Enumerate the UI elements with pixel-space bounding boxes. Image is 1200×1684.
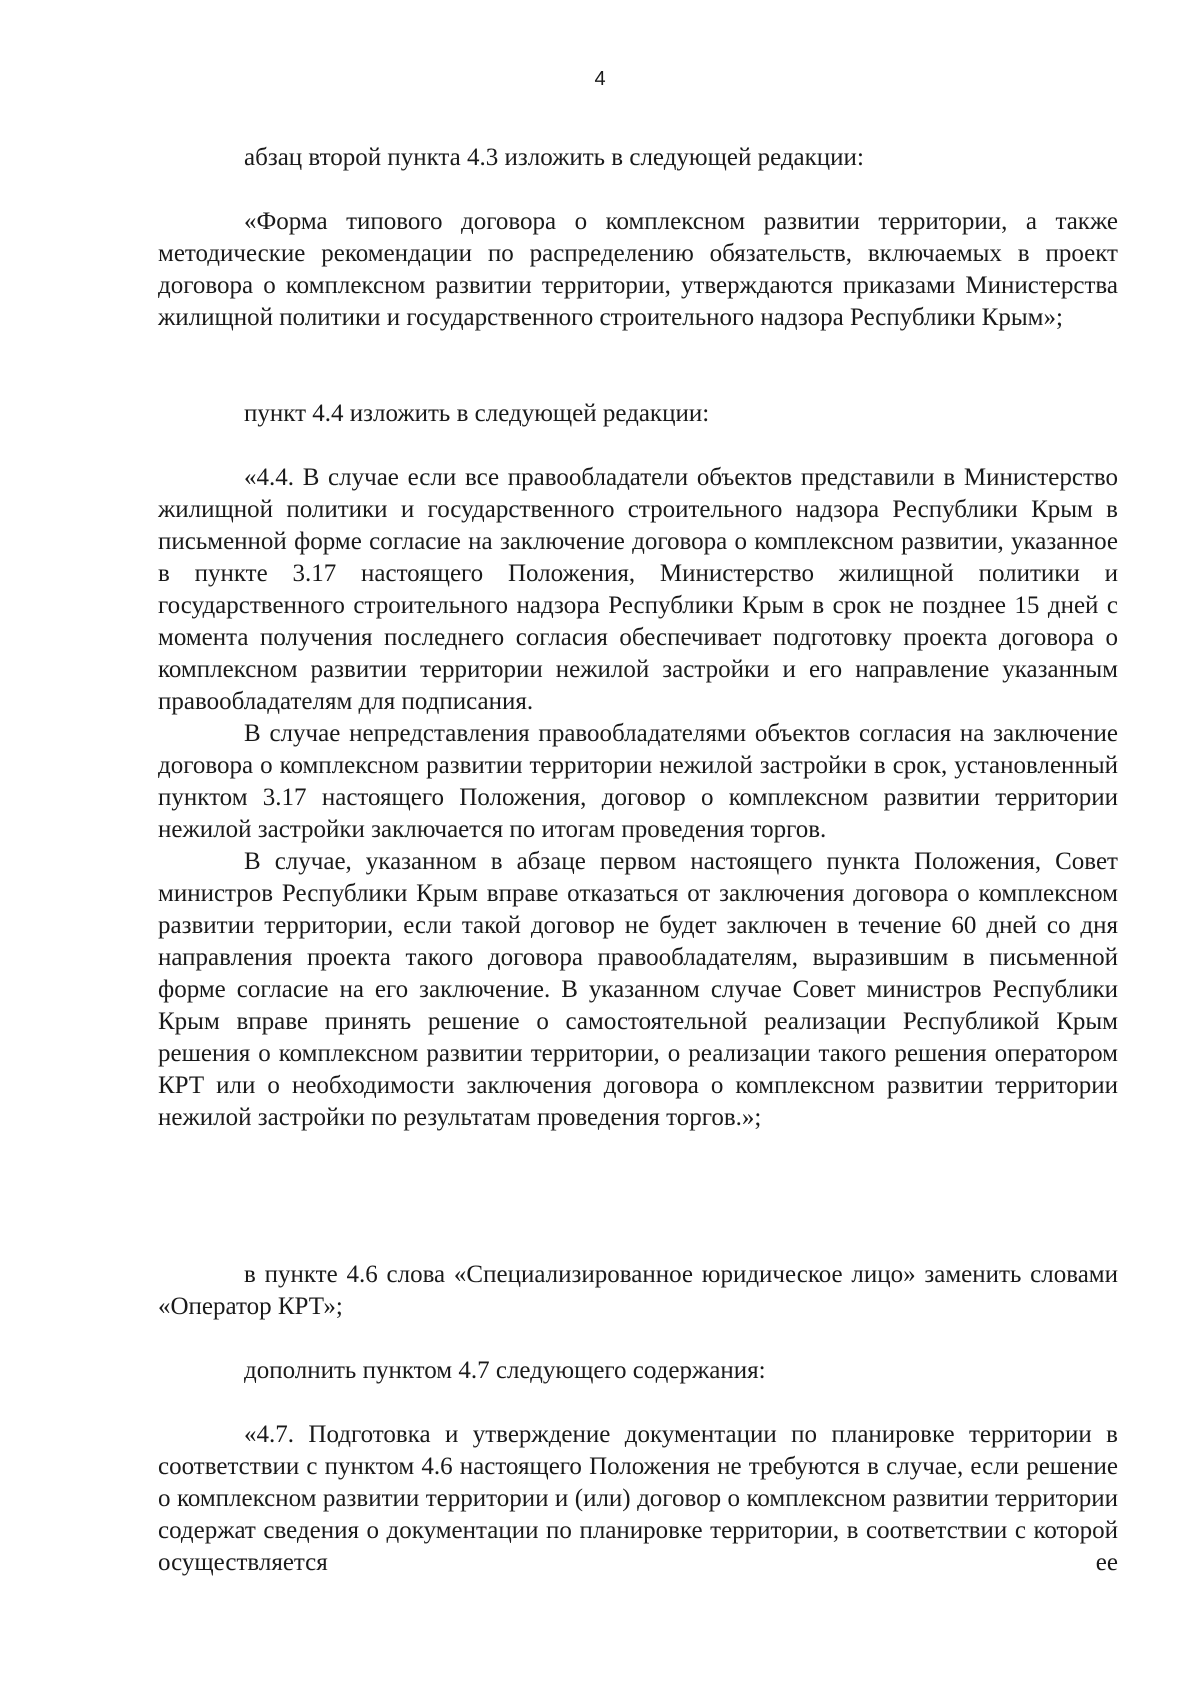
paragraph: «Форма типового договора о комплексном развитии территории, а также методические рекомендации по распределению обязательств, включаемых в проект договора о комплексном развитии территории, утверждаются приказами Министерства жилищной политики и государственного строительного надзора Республики Крым»; [158,208,1118,331]
paragraph: дополнить пунктом 4.7 следующего содержания: [244,1357,766,1384]
paragraph: В случае, указанном в абзаце первом настоящего пункта Положения, Совет министров Республики Крым вправе отказаться от заключения договора о комплексном развитии территории, если такой договор не будет заключен в течение 60 дней со дня направления проекта такого договора правообладателям, выразившим в письменной форме согласие на его заключение. В указанном случае Совет министров Республики Крым вправе принять решение о самостоятельной реализации Республикой Крым решения о комплексном развитии территории, о реализации такого решения оператором КРТ или о необходимости заключения договора о комплексном развитии территории нежилой застройки по результатам проведения торгов.»; [158,848,1118,1131]
amendment-instruction-4-3 [158,142,1118,174]
amendment-text-4-4 [158,462,1118,1134]
amendment-instruction-4-6 [158,1259,1118,1323]
paragraph: пункт 4.4 изложить в следующей редакции: [244,400,710,427]
paragraph: в пункте 4.6 слова «Специализированное юридическое лицо» заменить словами «Оператор КРТ»; [158,1261,1118,1320]
paragraph: абзац второй пункта 4.3 изложить в следующей редакции: [244,144,864,171]
amendment-text-4-7 [158,1419,1118,1579]
paragraph: «4.4. В случае если все правообладатели объектов представили в Министерство жилищной политики и государственного строительного надзора Республики Крым в письменной форме согласие на заключение договора о комплексном развитии, указанное в пункте 3.17 настоящего Положения, Министерство жилищной политики и государственного строительного надзора Республики Крым в срок не позднее 15 дней с момента получения последнего согласия обеспечивает подготовку проекта договора о комплексном развитии территории нежилой застройки и его направление указанным правообладателям для подписания. [158,464,1118,715]
page-number: 4 [594,68,606,90]
amendment-instruction-4-4 [158,398,1118,430]
amendment-text-4-3 [158,206,1118,334]
paragraph: В случае непредставления правообладателями объектов согласия на заключение договора о комплексном развитии территории нежилой застройки в срок, установленный пунктом 3.17 настоящего Положения, договор о комплексном развитии территории нежилой застройки заключается по итогам проведения торгов. [158,720,1118,843]
amendment-instruction-4-7 [158,1355,1118,1387]
paragraph: «4.7. Подготовка и утверждение документации по планировке территории в соответствии с пунктом 4.6 настоящего Положения не требуются в случае, если решение о комплексном развитии территории и (или) договор о комплексном развитии территории содержат сведения о документации по планировке территории, в соответствии с которой осуществляется ее [158,1421,1118,1576]
